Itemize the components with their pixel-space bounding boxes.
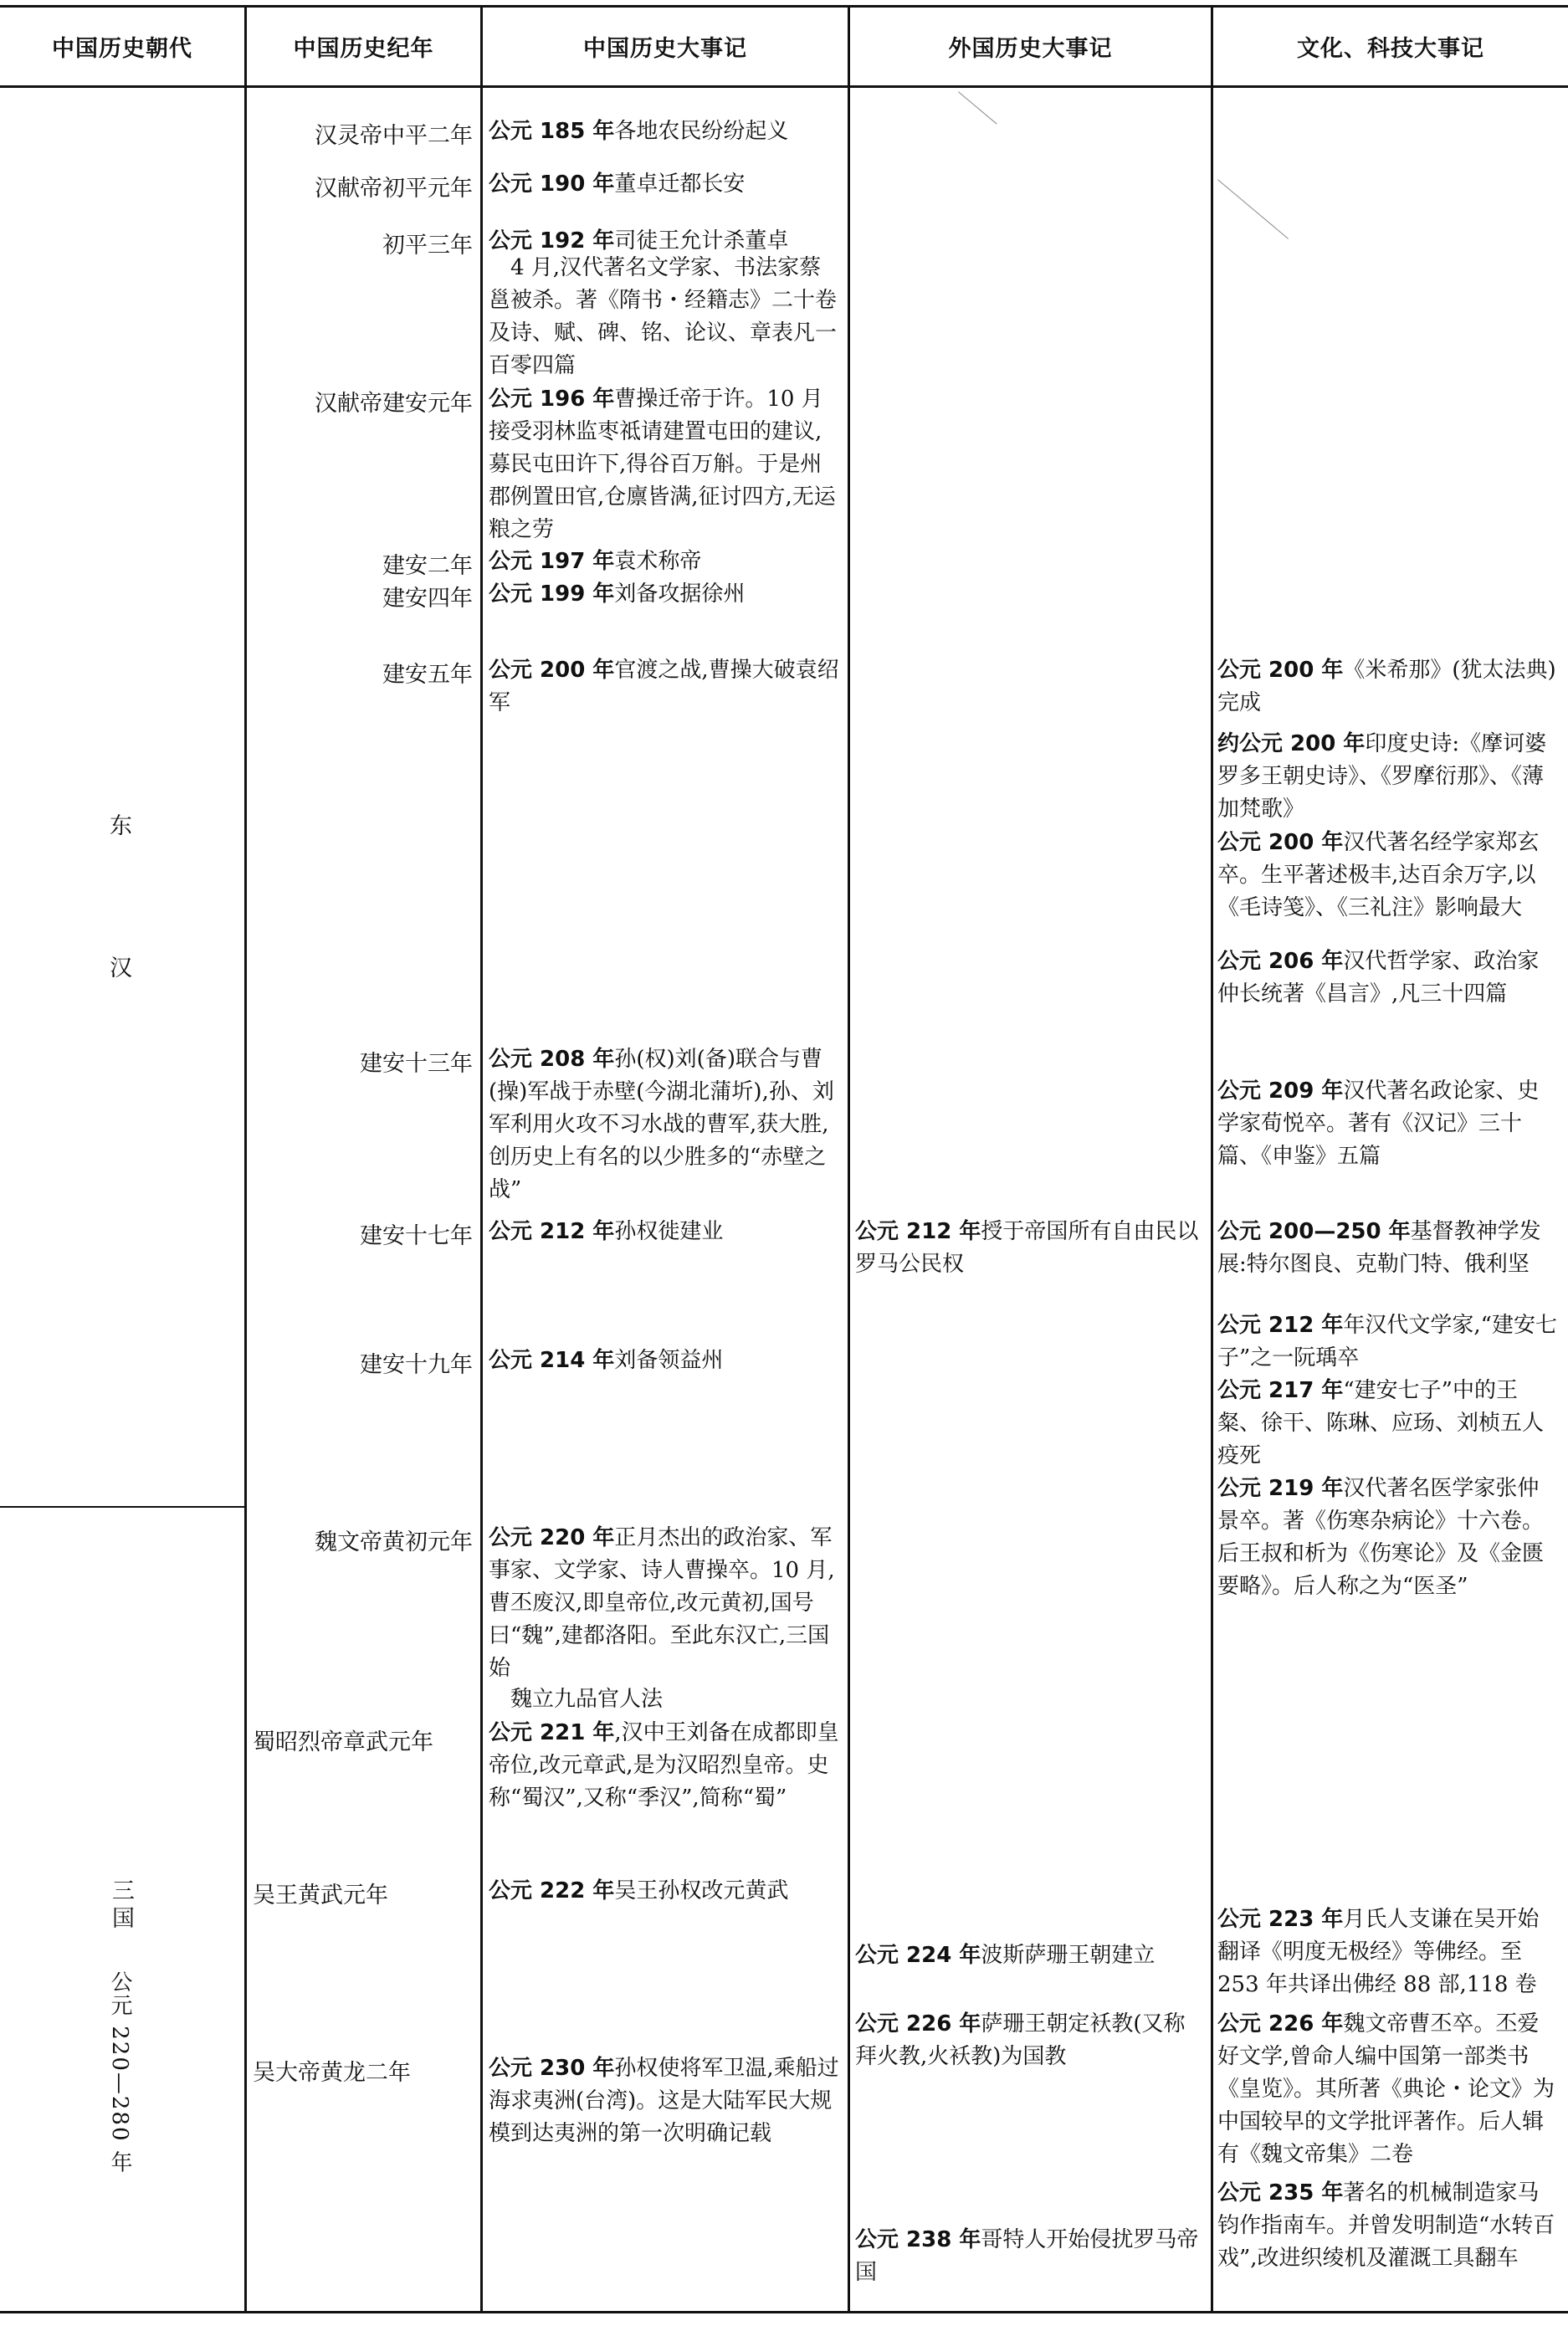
china-event: 公元 192 年司徒王允计杀董卓 xyxy=(489,228,789,254)
year-label: 汉献帝建安元年 xyxy=(315,391,473,417)
year-label: 初平三年 xyxy=(382,233,473,259)
table-bottom-border xyxy=(0,2311,1568,2313)
table-top-border xyxy=(0,5,1568,8)
scan-mark xyxy=(1217,179,1289,238)
dynasty-sanguo-years: 公元 220—280 年 xyxy=(107,1970,132,2175)
year-label: 建安十三年 xyxy=(360,1051,473,1077)
culture-event: 公元 219 年汉代著名医学家张仲景卒。著《伤寒杂病论》十六卷。后王叔和析为《伤寒论》及《金匮要略》。后人称之为“医圣” xyxy=(1217,1476,1545,1599)
dynasty-sanguo: 三国 xyxy=(108,1878,134,1934)
china-event: 公元 199 年刘备攻据徐州 xyxy=(489,582,746,607)
china-event: 魏立九品官人法 xyxy=(510,1687,664,1712)
culture-event: 公元 206 年汉代哲学家、政治家仲长统著《昌言》,凡三十四篇 xyxy=(1217,949,1540,1007)
culture-event: 公元 226 年魏文帝曹丕卒。丕爱好文学,曾命人编中国第一部类书《皇览》。其所著《典论・论文》为中国较早的文学批评著作。后人辑有《魏文帝集》二卷 xyxy=(1217,2011,1555,2167)
header-foreign-events: 外国历史大事记 xyxy=(948,35,1113,62)
foreign-event: 公元 226 年萨珊王朝定袄教(又称拜火教,火袄教)为国教 xyxy=(855,2011,1186,2069)
column-divider-3 xyxy=(848,5,850,2313)
column-divider-4 xyxy=(1211,5,1213,2313)
culture-event: 约公元 200 年印度史诗:《摩诃婆罗多王朝史诗》、《罗摩衍那》、《薄加梵歌》 xyxy=(1217,731,1547,822)
culture-event: 公元 200 年《米希那》(犹太法典)完成 xyxy=(1217,658,1556,715)
culture-event: 公元 235 年著名的机械制造家马钧作指南车。并曾发明制造“水转百戏”,改进织绫机及灌溉工具翻车 xyxy=(1217,2180,1555,2271)
foreign-event: 公元 238 年哥特人开始侵扰罗马帝国 xyxy=(855,2227,1199,2285)
china-event: 公元 208 年孙(权)刘(备)联合与曹(操)军战于赤壁(今湖北蒲圻),孙、刘军利用火攻不习水战的曹军,获大胜,创历史上有名的以少胜多的“赤壁之战” xyxy=(489,1047,834,1202)
year-label: 建安四年 xyxy=(382,586,473,612)
culture-event: 公元 200 年汉代著名经学家郑玄卒。生平著述极丰,达百余万字,以《毛诗笺》、《三礼注》影响最大 xyxy=(1217,830,1540,920)
year-label: 建安二年 xyxy=(382,553,473,579)
culture-event: 公元 212 年年汉代文学家,“建安七子”之一阮瑀卒 xyxy=(1217,1313,1557,1370)
year-label: 吴大帝黄龙二年 xyxy=(253,2060,411,2086)
china-event: 公元 185 年各地农民纷纷起义 xyxy=(489,119,789,144)
culture-event: 公元 200—250 年基督教神学发展:特尔图良、克勒门特、俄利坚 xyxy=(1217,1219,1541,1277)
year-label: 魏文帝黄初元年 xyxy=(315,1529,473,1555)
culture-event: 公元 223 年月氏人支谦在吴开始翻译《明度无极经》等佛经。至 253 年共译出佛经 88 部,118 卷 xyxy=(1217,1907,1540,1997)
china-event: 公元 221 年,汉中王刘备在成都即皇帝位,改元章武,是为汉昭烈皇帝。史称“蜀汉”,又称“季汉”,简称“蜀” xyxy=(489,1720,839,1811)
dynasty-donghan-char1: 东 xyxy=(110,813,132,839)
china-event: 公元 197 年袁术称帝 xyxy=(489,549,702,574)
dynasty-donghan-char2: 汉 xyxy=(110,956,132,981)
china-event: 公元 190 年董卓迁都长安 xyxy=(489,172,746,197)
year-label: 蜀昭烈帝章武元年 xyxy=(253,1729,433,1755)
year-label: 建安十九年 xyxy=(360,1352,473,1378)
china-event: 公元 220 年正月杰出的政治家、军事家、文学家、诗人曹操卒。10 月,曹丕废汉,即皇帝位,改元黄初,国号曰“魏”,建都洛阳。至此东汉亡,三国始 xyxy=(489,1525,835,1681)
header-bottom-border xyxy=(0,85,1568,88)
year-label: 汉灵帝中平二年 xyxy=(315,123,473,149)
column-divider-1 xyxy=(244,5,247,2313)
header-china-events: 中国历史大事记 xyxy=(583,35,747,62)
china-event: 公元 200 年官渡之战,曹操大破袁绍军 xyxy=(489,658,839,715)
header-year: 中国历史纪年 xyxy=(293,35,434,62)
year-label: 建安五年 xyxy=(382,662,473,688)
year-label: 汉献帝初平元年 xyxy=(315,176,473,202)
china-event: 4 月,汉代著名文学家、书法家蔡邕被杀。著《隋书・经籍志》二十卷及诗、赋、碑、铭、论议、章表凡一百零四篇 xyxy=(489,255,838,378)
foreign-event: 公元 224 年波斯萨珊王朝建立 xyxy=(855,1943,1156,1968)
china-event: 公元 212 年孙权徙建业 xyxy=(489,1219,724,1244)
culture-event: 公元 217 年“建安七子”中的王粲、徐干、陈琳、应玚、刘桢五人疫死 xyxy=(1217,1378,1545,1468)
culture-event: 公元 209 年汉代著名政论家、史学家荀悦卒。著有《汉记》三十篇、《申鉴》五篇 xyxy=(1217,1078,1540,1169)
header-culture-events: 文化、科技大事记 xyxy=(1297,35,1484,62)
year-label: 建安十七年 xyxy=(360,1223,473,1249)
year-label: 吴王黄武元年 xyxy=(253,1883,388,1908)
china-event: 公元 230 年孙权使将军卫温,乘船过海求夷洲(台湾)。这是大陆军民大规模到达夷洲的第一次明确记载 xyxy=(489,2056,839,2146)
header-dynasty: 中国历史朝代 xyxy=(52,35,192,62)
column-divider-2 xyxy=(480,5,483,2313)
scan-mark xyxy=(958,91,997,124)
china-event: 公元 214 年刘备领益州 xyxy=(489,1348,724,1373)
china-event: 公元 196 年曹操迁帝于许。10 月接受羽林监枣祗请建置屯田的建议,募民屯田许下,得谷百万斛。于是州郡例置田官,仓廪皆满,征讨四方,无运粮之劳 xyxy=(489,387,836,542)
dynasty-separator xyxy=(0,1506,244,1508)
foreign-event: 公元 212 年授于帝国所有自由民以罗马公民权 xyxy=(855,1219,1199,1277)
china-event: 公元 222 年吴王孙权改元黄武 xyxy=(489,1878,789,1903)
